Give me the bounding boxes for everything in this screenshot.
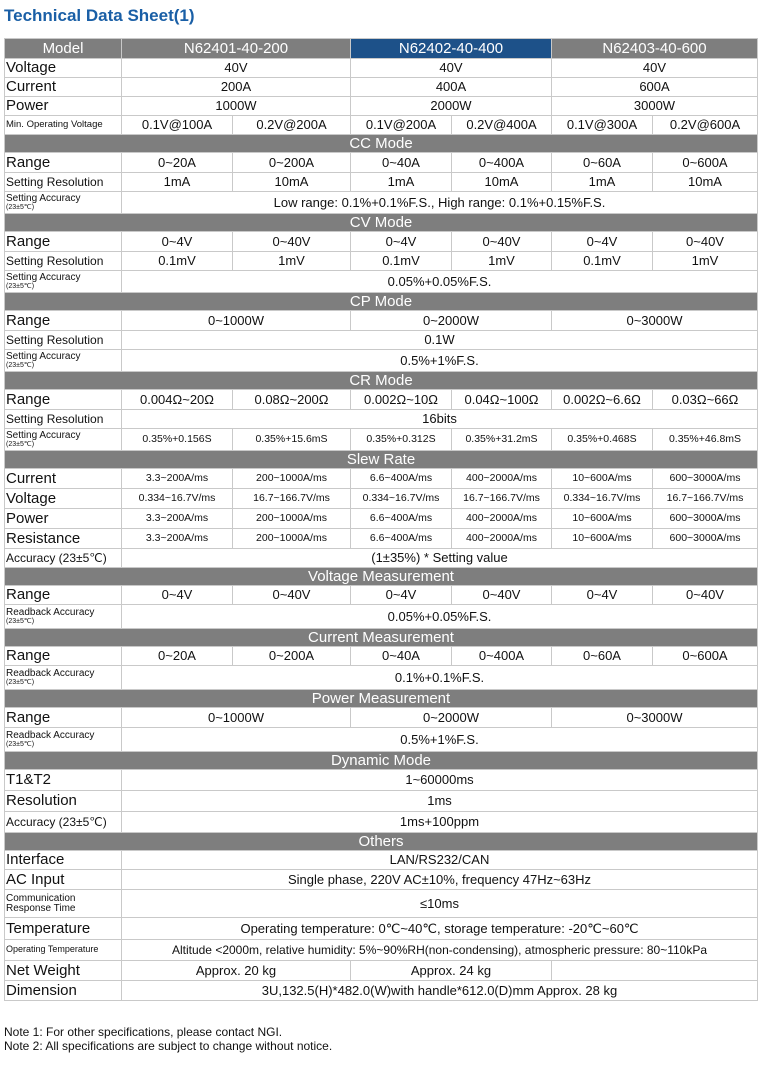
cell: 0.002Ω~10Ω [351, 390, 452, 410]
cell: 0~4V [552, 586, 653, 605]
model-name-1: N62401-40-200 [122, 39, 351, 59]
section-header [5, 293, 758, 311]
cell: 40V [351, 59, 552, 78]
note-1: Note 1: For other specifications, please contact NGI. [4, 1025, 283, 1039]
cell: 0~1000W [122, 311, 351, 331]
cell: 3U,132.5(H)*482.0(W)with handle*612.0(D)mm Approx. 28 kg [122, 981, 758, 1001]
cell: 1mA [552, 173, 653, 192]
slew-header: Slew Rate [5, 451, 758, 469]
section-header [5, 451, 758, 469]
cell: 6.6~400A/ms [351, 509, 452, 529]
cell: 0.1mV [351, 252, 452, 271]
vm-range-row [5, 586, 758, 605]
cell: 0~200A [233, 647, 351, 666]
cell: 1mA [351, 173, 452, 192]
spec-table [4, 38, 758, 1001]
cell: 10~600A/ms [552, 529, 653, 549]
row-label: Accuracy (23±5℃) [5, 549, 122, 568]
net-weight-row [5, 961, 758, 981]
cell: 600~3000A/ms [653, 469, 758, 489]
label-sub: (23±5℃) [6, 362, 35, 369]
cell: 1mA [122, 173, 233, 192]
vm-header: Voltage Measurement [5, 568, 758, 586]
row-label: Accuracy (23±5℃) [5, 812, 122, 833]
slew-resistance-row [5, 529, 758, 549]
cell: 0.1V@300A [552, 116, 653, 135]
cell: 600~3000A/ms [653, 529, 758, 549]
cell: 0~3000W [552, 311, 758, 331]
section-header [5, 214, 758, 232]
row-label: Range [5, 153, 122, 173]
cell: ≤10ms [122, 890, 758, 918]
cell: 1mV [233, 252, 351, 271]
cell: 0~40V [233, 586, 351, 605]
vm-accuracy-row [5, 605, 758, 629]
row-label: Setting Resolution [5, 331, 122, 350]
cell: 0.334~16.7V/ms [552, 489, 653, 509]
section-header [5, 629, 758, 647]
label-sub: (23±5℃) [6, 618, 35, 625]
cell: 0~40A [351, 647, 452, 666]
cell: 0~400A [452, 647, 552, 666]
cp-accuracy-row [5, 350, 758, 372]
dimension-row [5, 981, 758, 1001]
slew-voltage-row [5, 489, 758, 509]
row-label: Range [5, 232, 122, 252]
cc-accuracy-row [5, 192, 758, 214]
cp-resolution-row [5, 331, 758, 350]
cell: 10mA [233, 173, 351, 192]
row-label: T1&T2 [5, 770, 122, 791]
cell: 1mV [452, 252, 552, 271]
cr-header: CR Mode [5, 372, 758, 390]
cell: 0~20A [122, 647, 233, 666]
section-header [5, 833, 758, 851]
cell: 0~4V [351, 232, 452, 252]
model-row [5, 39, 758, 59]
cell: 0.1V@100A [122, 116, 233, 135]
section-header [5, 690, 758, 708]
cell: 0.334~16.7V/ms [351, 489, 452, 509]
cell: 0.1W [122, 331, 758, 350]
cell: 3.3~200A/ms [122, 469, 233, 489]
cell: 400A [351, 78, 552, 97]
model-label: Model [5, 39, 122, 59]
cell: 0.04Ω~100Ω [452, 390, 552, 410]
dyn-accuracy-row [5, 812, 758, 833]
cell: 0.35%+0.468S [552, 429, 653, 451]
slew-current-row [5, 469, 758, 489]
cell: 0.35%+31.2mS [452, 429, 552, 451]
pm-range-row [5, 708, 758, 728]
dynamic-header: Dynamic Mode [5, 752, 758, 770]
label-text: Setting Accuracy [6, 272, 81, 283]
label-text: Communication [6, 892, 76, 904]
cell: 0~4V [351, 586, 452, 605]
cell: 0~3000W [552, 708, 758, 728]
cell: 2000W [351, 97, 552, 116]
row-label: Temperature [5, 918, 122, 940]
cell: 0~40V [452, 232, 552, 252]
row-label: Voltage [5, 489, 122, 509]
row-label: Min. Operating Voltage [5, 116, 122, 135]
cell: 0.35%+0.312S [351, 429, 452, 451]
row-label [5, 890, 122, 918]
power-row [5, 97, 758, 116]
cc-range-row [5, 153, 758, 173]
cell: 16bits [122, 410, 758, 429]
cell: 0.2V@400A [452, 116, 552, 135]
model-name-3: N62403-40-600 [552, 39, 758, 59]
row-label: Current [5, 78, 122, 97]
cell: 1~60000ms [122, 770, 758, 791]
cell: 0~40V [653, 586, 758, 605]
cell: 1ms [122, 791, 758, 812]
cell: 3000W [552, 97, 758, 116]
cell: 0~40V [452, 586, 552, 605]
cell: Single phase, 220V AC±10%, frequency 47Hz~63Hz [122, 870, 758, 890]
cm-range-row [5, 647, 758, 666]
cell: 6.6~400A/ms [351, 529, 452, 549]
cell: Low range: 0.1%+0.1%F.S., High range: 0.1%+0.15%F.S. [122, 192, 758, 214]
cell: 0.5%+1%F.S. [122, 728, 758, 752]
cell: 40V [552, 59, 758, 78]
cell: 0~60A [552, 153, 653, 173]
cell: 200~1000A/ms [233, 529, 351, 549]
cell: 6.6~400A/ms [351, 469, 452, 489]
label-text: Setting Accuracy [6, 430, 81, 441]
section-header [5, 372, 758, 390]
model-name-2: N62402-40-400 [351, 39, 552, 59]
cell: 0~20A [122, 153, 233, 173]
section-header [5, 752, 758, 770]
cell: 16.7~166.7V/ms [653, 489, 758, 509]
row-label [5, 192, 122, 214]
cm-header: Current Measurement [5, 629, 758, 647]
dyn-t1t2-row [5, 770, 758, 791]
cell: 0~1000W [122, 708, 351, 728]
row-label [5, 728, 122, 752]
label-sub: (23±5℃) [6, 283, 35, 290]
label-sub: (23±5℃) [6, 741, 35, 748]
label-sub: (23±5℃) [6, 204, 35, 211]
cell: 0~600A [653, 153, 758, 173]
cell: (1±35%) * Setting value [122, 549, 758, 568]
cell: 0~40V [653, 232, 758, 252]
interface-row [5, 851, 758, 870]
cell: 0~4V [122, 232, 233, 252]
row-label: Operating Temperature [5, 940, 122, 961]
cell: 400~2000A/ms [452, 529, 552, 549]
label-text: Readback Accuracy [6, 607, 95, 618]
cell: Approx. 24 kg [351, 961, 552, 981]
cell: 16.7~166.7V/ms [233, 489, 351, 509]
row-label: Interface [5, 851, 122, 870]
min-voltage-row [5, 116, 758, 135]
cell: 200~1000A/ms [233, 469, 351, 489]
cell: Altitude <2000m, relative humidity: 5%~90%RH(non-condensing), atmospheric pressure: 80~110kPa [122, 940, 758, 961]
row-label: Current [5, 469, 122, 489]
cv-range-row [5, 232, 758, 252]
row-label [5, 429, 122, 451]
cv-accuracy-row [5, 271, 758, 293]
cell: 10mA [452, 173, 552, 192]
cell: 0.05%+0.05%F.S. [122, 605, 758, 629]
section-header [5, 568, 758, 586]
row-label: Range [5, 390, 122, 410]
cell: 0.002Ω~6.6Ω [552, 390, 653, 410]
cell: 3.3~200A/ms [122, 509, 233, 529]
row-label: Resolution [5, 791, 122, 812]
row-label: Resistance [5, 529, 122, 549]
label-sub: (23±5℃) [6, 679, 35, 686]
notes [4, 1025, 332, 1053]
cell: 0~400A [452, 153, 552, 173]
cr-range-row [5, 390, 758, 410]
label-text: Readback Accuracy [6, 668, 95, 679]
row-label: Setting Resolution [5, 252, 122, 271]
cell: 0.5%+1%F.S. [122, 350, 758, 372]
document-title: Technical Data Sheet(1) [4, 6, 195, 25]
section-header [5, 135, 758, 153]
label-text: Readback Accuracy [6, 730, 95, 741]
row-label: AC Input [5, 870, 122, 890]
pm-accuracy-row [5, 728, 758, 752]
cell: 10~600A/ms [552, 509, 653, 529]
voltage-row [5, 59, 758, 78]
cell: 0.35%+0.156S [122, 429, 233, 451]
cr-accuracy-row [5, 429, 758, 451]
row-label: Voltage [5, 59, 122, 78]
cell: 0.1V@200A [351, 116, 452, 135]
cell: 0~600A [653, 647, 758, 666]
slew-accuracy-row [5, 549, 758, 568]
row-label [5, 605, 122, 629]
cell: 200A [122, 78, 351, 97]
cm-accuracy-row [5, 666, 758, 690]
row-label: Range [5, 311, 122, 331]
cell: 0~4V [122, 586, 233, 605]
cell: 400~2000A/ms [452, 469, 552, 489]
cell: 0.004Ω~20Ω [122, 390, 233, 410]
cell: 0~200A [233, 153, 351, 173]
cell: 0.35%+15.6mS [233, 429, 351, 451]
label-sub: (23±5℃) [6, 441, 35, 448]
cv-resolution-row [5, 252, 758, 271]
cell: 400~2000A/ms [452, 509, 552, 529]
cell: 0~2000W [351, 311, 552, 331]
row-label [5, 666, 122, 690]
cell: 40V [122, 59, 351, 78]
cp-range-row [5, 311, 758, 331]
cell: 3.3~200A/ms [122, 529, 233, 549]
cell: 0~40A [351, 153, 452, 173]
temperature-row [5, 918, 758, 940]
row-label: Setting Resolution [5, 173, 122, 192]
cell: 200~1000A/ms [233, 509, 351, 529]
cell: 600~3000A/ms [653, 509, 758, 529]
cell: 0.03Ω~66Ω [653, 390, 758, 410]
cr-resolution-row [5, 410, 758, 429]
row-label: Setting Resolution [5, 410, 122, 429]
row-label: Power [5, 509, 122, 529]
row-label: Net Weight [5, 961, 122, 981]
cell: 0.334~16.7V/ms [122, 489, 233, 509]
cell: Operating temperature: 0℃~40℃, storage temperature: -20℃~60℃ [122, 918, 758, 940]
cell: 10~600A/ms [552, 469, 653, 489]
cell: 0.2V@600A [653, 116, 758, 135]
ac-input-row [5, 870, 758, 890]
cell: 0.05%+0.05%F.S. [122, 271, 758, 293]
cell: 0~2000W [351, 708, 552, 728]
cell: LAN/RS232/CAN [122, 851, 758, 870]
cell: 16.7~166.7V/ms [452, 489, 552, 509]
cell: 1000W [122, 97, 351, 116]
cp-header: CP Mode [5, 293, 758, 311]
op-temperature-row [5, 940, 758, 961]
comm-response-row [5, 890, 758, 918]
row-label: Range [5, 647, 122, 666]
row-label: Range [5, 586, 122, 605]
cell: 0.35%+46.8mS [653, 429, 758, 451]
cc-header: CC Mode [5, 135, 758, 153]
label-text: Setting Accuracy [6, 351, 81, 362]
cell: 0.08Ω~200Ω [233, 390, 351, 410]
dyn-resolution-row [5, 791, 758, 812]
cell: 600A [552, 78, 758, 97]
cell: 0.2V@200A [233, 116, 351, 135]
cell: 1ms+100ppm [122, 812, 758, 833]
cell: 0~60A [552, 647, 653, 666]
cell: 0.1mV [122, 252, 233, 271]
current-row [5, 78, 758, 97]
cell: 0.1mV [552, 252, 653, 271]
cell: 0~4V [552, 232, 653, 252]
row-label [5, 271, 122, 293]
cv-header: CV Mode [5, 214, 758, 232]
cell: 1mV [653, 252, 758, 271]
cc-resolution-row [5, 173, 758, 192]
pm-header: Power Measurement [5, 690, 758, 708]
note-2: Note 2: All specifications are subject to change without notice. [4, 1039, 333, 1053]
label-text: Setting Accuracy [6, 193, 81, 204]
cell: Approx. 20 kg [122, 961, 351, 981]
row-label: Power [5, 97, 122, 116]
cell: 10mA [653, 173, 758, 192]
cell: 0~40V [233, 232, 351, 252]
row-label: Range [5, 708, 122, 728]
row-label [5, 350, 122, 372]
cell: 0.1%+0.1%F.S. [122, 666, 758, 690]
cell [552, 961, 758, 981]
row-label: Dimension [5, 981, 122, 1001]
label-text: Response Time [6, 902, 76, 914]
others-header: Others [5, 833, 758, 851]
slew-power-row [5, 509, 758, 529]
